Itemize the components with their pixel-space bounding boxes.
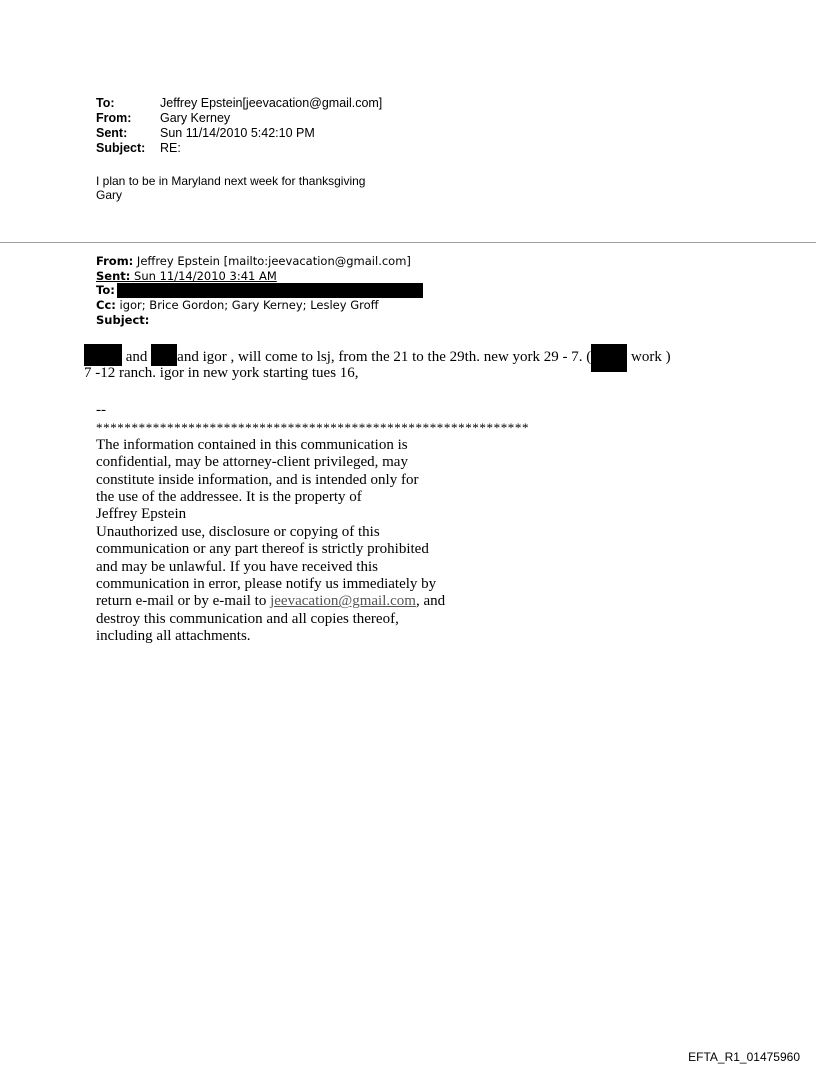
signature-post-link: , and (415, 593, 446, 610)
to-value: Jeffrey Epstein[jeevacation@gmail.com] (160, 96, 383, 110)
signature-line: the use of the addressee. It is the property of (96, 489, 362, 506)
reply-body-line: I plan to be in Maryland next week for thanksgiving (96, 174, 366, 188)
divider (0, 242, 816, 243)
orig-sent-label: Sent: (96, 268, 131, 283)
signature-line: Jeffrey Epstein (96, 506, 187, 523)
document-id: EFTA_R1_01475960 (688, 1050, 800, 1064)
signature-link-line (96, 593, 529, 610)
signature-line: The information contained in this communication is (96, 436, 408, 453)
message-line-2: 7 -12 ranch. igor in new york starting tues 16, (84, 365, 359, 381)
redaction-name-3 (591, 344, 627, 372)
redaction-name-1 (84, 344, 122, 366)
redaction-to (117, 283, 423, 298)
subject-row (96, 141, 382, 156)
signature-line: constitute inside information, and is intended only for (96, 471, 419, 488)
message-segment-main: and igor , will come to lsj, from the 21 to the 29th. new york 29 - 7. ( (177, 349, 592, 365)
signature-line: and may be unlawful. If you have received this (96, 558, 378, 575)
signature-line: communication in error, please notify us immediately by (96, 576, 437, 593)
redaction-name-2 (151, 344, 177, 366)
orig-cc-value: igor; Brice Gordon; Gary Kerney; Lesley Groff (115, 298, 379, 312)
signature-dashes: -- (96, 402, 106, 418)
signature-line: Unauthorized use, disclosure or copying of this (96, 523, 380, 540)
orig-to-label: To: (96, 283, 115, 297)
original-header (96, 254, 423, 327)
signature-line: destroy this communication and all copies thereof, (96, 610, 399, 627)
reply-body-signoff: Gary (96, 188, 123, 202)
signature-line: confidential, may be attorney-client privileged, may (96, 454, 408, 471)
orig-subject-row (96, 313, 423, 328)
sent-value: Sun 11/14/2010 5:42:10 PM (160, 126, 315, 140)
message-segment-work: work ) (627, 349, 671, 365)
sent-label: Sent: (96, 126, 128, 140)
signature-pre-link: return e-mail or by e-mail to (96, 593, 271, 610)
from-row (96, 111, 382, 126)
confidentiality-signature (96, 402, 529, 646)
orig-sent-row (96, 269, 423, 284)
orig-from-label: From: (96, 254, 134, 268)
email-link[interactable]: jeevacation@gmail.com (270, 593, 416, 610)
from-value: Gary Kerney (160, 111, 231, 125)
orig-from-value: Jeffrey Epstein [mailto:jeevacation@gmail.com] (133, 254, 411, 268)
orig-cc-row (96, 298, 423, 313)
signature-line: communication or any part thereof is strictly prohibited (96, 541, 429, 558)
to-label: To: (96, 96, 115, 110)
subject-label: Subject: (96, 141, 146, 155)
reply-body (96, 174, 365, 202)
message-line-1 (84, 349, 671, 365)
from-label: From: (96, 111, 132, 125)
signature-line: including all attachments. (96, 628, 251, 645)
signature-stars: ************************************************************* (96, 420, 530, 436)
orig-subject-label: Subject: (96, 312, 150, 327)
orig-cc-label: Cc: (96, 298, 116, 312)
original-message (84, 349, 671, 381)
subject-value: RE: (160, 141, 181, 155)
sent-row (96, 126, 382, 141)
orig-from-row (96, 254, 423, 269)
to-row (96, 96, 382, 111)
reply-header (96, 96, 382, 156)
message-segment-and: and (122, 349, 152, 365)
orig-sent-value: Sun 11/14/2010 3:41 AM (130, 268, 277, 283)
orig-to-row (96, 283, 423, 298)
